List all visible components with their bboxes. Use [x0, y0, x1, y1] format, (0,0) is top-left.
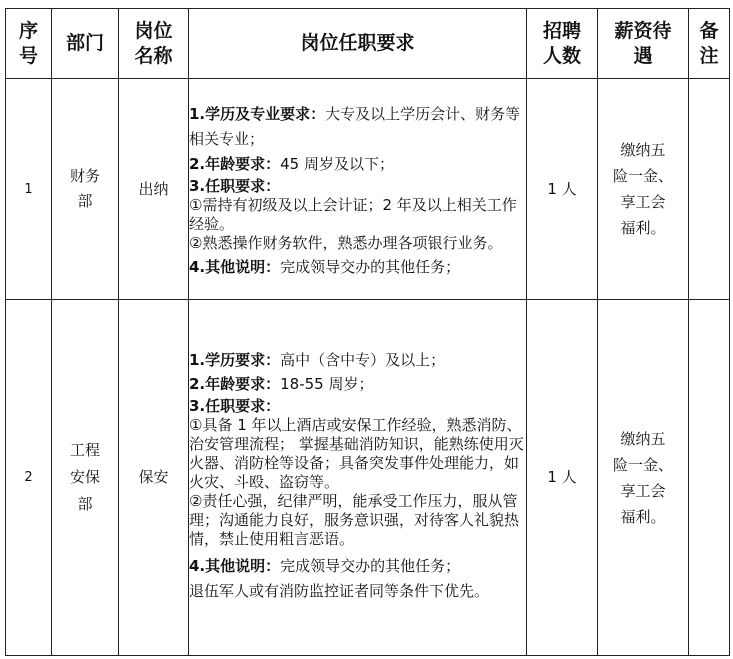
table-row — [6, 300, 730, 656]
dept-line: 部 — [77, 192, 93, 210]
row-serial-number: 1 — [6, 79, 52, 300]
pay-line: 福利。 — [620, 219, 666, 237]
row-requirements — [189, 79, 527, 300]
header-remarks — [689, 9, 730, 79]
row-department — [52, 300, 119, 656]
table-row — [6, 79, 730, 300]
header-text: 人数 — [542, 44, 581, 67]
age-label: 2.年龄要求： — [189, 154, 281, 173]
header-text: 注 — [699, 44, 719, 67]
duty-item: ②责任心强，纪律严明，能承受工作压力，服从管理；沟通能力良好，服务意识强，对待客人礼貌热情，禁止使用粗言恶语。 — [189, 492, 520, 548]
education-text: 大专及以上学历会计、财务等相关专业； — [189, 104, 521, 148]
header-department: 部门 — [52, 9, 119, 79]
pay-line: 享工会 — [620, 193, 666, 211]
row-headcount: 1 人 — [527, 79, 598, 300]
row-salary-benefits — [598, 79, 689, 300]
job-requirements-table — [5, 8, 730, 656]
duty-item: ②熟悉操作财务软件，熟悉办理各项银行业务。 — [189, 233, 503, 252]
header-salary-benefits — [598, 9, 689, 79]
row-position: 出纳 — [119, 79, 189, 300]
dept-line: 安保 — [69, 468, 100, 486]
header-text: 号 — [18, 44, 38, 67]
row-requirements — [189, 300, 527, 656]
dept-line: 部 — [77, 495, 93, 513]
education-label: 1.学历及专业要求： — [189, 104, 326, 123]
row-serial-number: 2 — [6, 300, 52, 656]
header-serial-number — [6, 9, 52, 79]
table-header-row — [6, 9, 730, 79]
row-remarks — [689, 300, 730, 656]
header-text: 序 — [18, 19, 38, 42]
pay-line: 险一金、 — [612, 455, 673, 474]
header-text: 岗位 — [134, 19, 173, 42]
pay-line: 福利。 — [620, 507, 666, 526]
other-label: 4.其他说明： — [189, 257, 281, 276]
age-text: 18-55 周岁； — [280, 375, 374, 393]
header-text: 名称 — [134, 44, 173, 67]
header-headcount — [527, 9, 598, 79]
row-department — [52, 79, 119, 300]
age-label: 2.年龄要求： — [189, 375, 281, 393]
pay-line: 缴纳五 — [620, 429, 666, 448]
row-salary-benefits — [598, 300, 689, 656]
row-position: 保安 — [119, 300, 189, 656]
dept-line: 财务 — [69, 167, 100, 185]
duty-label: 3.任职要求： — [189, 397, 281, 415]
header-requirements: 岗位任职要求 — [189, 9, 527, 79]
education-text: 高中（含中专）及以上； — [280, 351, 446, 369]
pay-line: 享工会 — [620, 481, 666, 500]
other-text: 完成领导交办的其他任务； — [280, 557, 461, 575]
duty-item: ①具备 1 年以上酒店或安保工作经验，熟悉消防、治安管理流程； 掌握基础消防知识，能熟练使用灭火器、消防栓等设备；具备突发事件处理能力，如火灾、斗殴、盗窃等。 — [189, 416, 524, 491]
header-text: 招聘 — [542, 19, 581, 42]
education-label: 1.学历要求： — [189, 351, 281, 369]
other-text: 完成领导交办的其他任务； — [280, 257, 461, 276]
other-label: 4.其他说明： — [189, 557, 281, 575]
header-text: 备 — [699, 19, 719, 42]
pay-line: 险一金、 — [612, 167, 673, 185]
header-text: 遇 — [633, 44, 653, 67]
row-remarks — [689, 79, 730, 300]
header-position-name — [119, 9, 189, 79]
header-text: 薪资待 — [614, 19, 672, 42]
pay-line: 缴纳五 — [620, 141, 666, 159]
duty-item: ①需持有初级及以上会计证；2 年及以上相关工作经验。 — [189, 195, 517, 233]
duty-label: 3.任职要求： — [189, 176, 281, 195]
row-headcount: 1 人 — [527, 300, 598, 656]
age-text: 45 周岁及以下； — [280, 154, 394, 173]
extra-text: 退伍军人或有消防监控证者同等条件下优先。 — [189, 582, 490, 600]
dept-line: 工程 — [69, 441, 100, 459]
